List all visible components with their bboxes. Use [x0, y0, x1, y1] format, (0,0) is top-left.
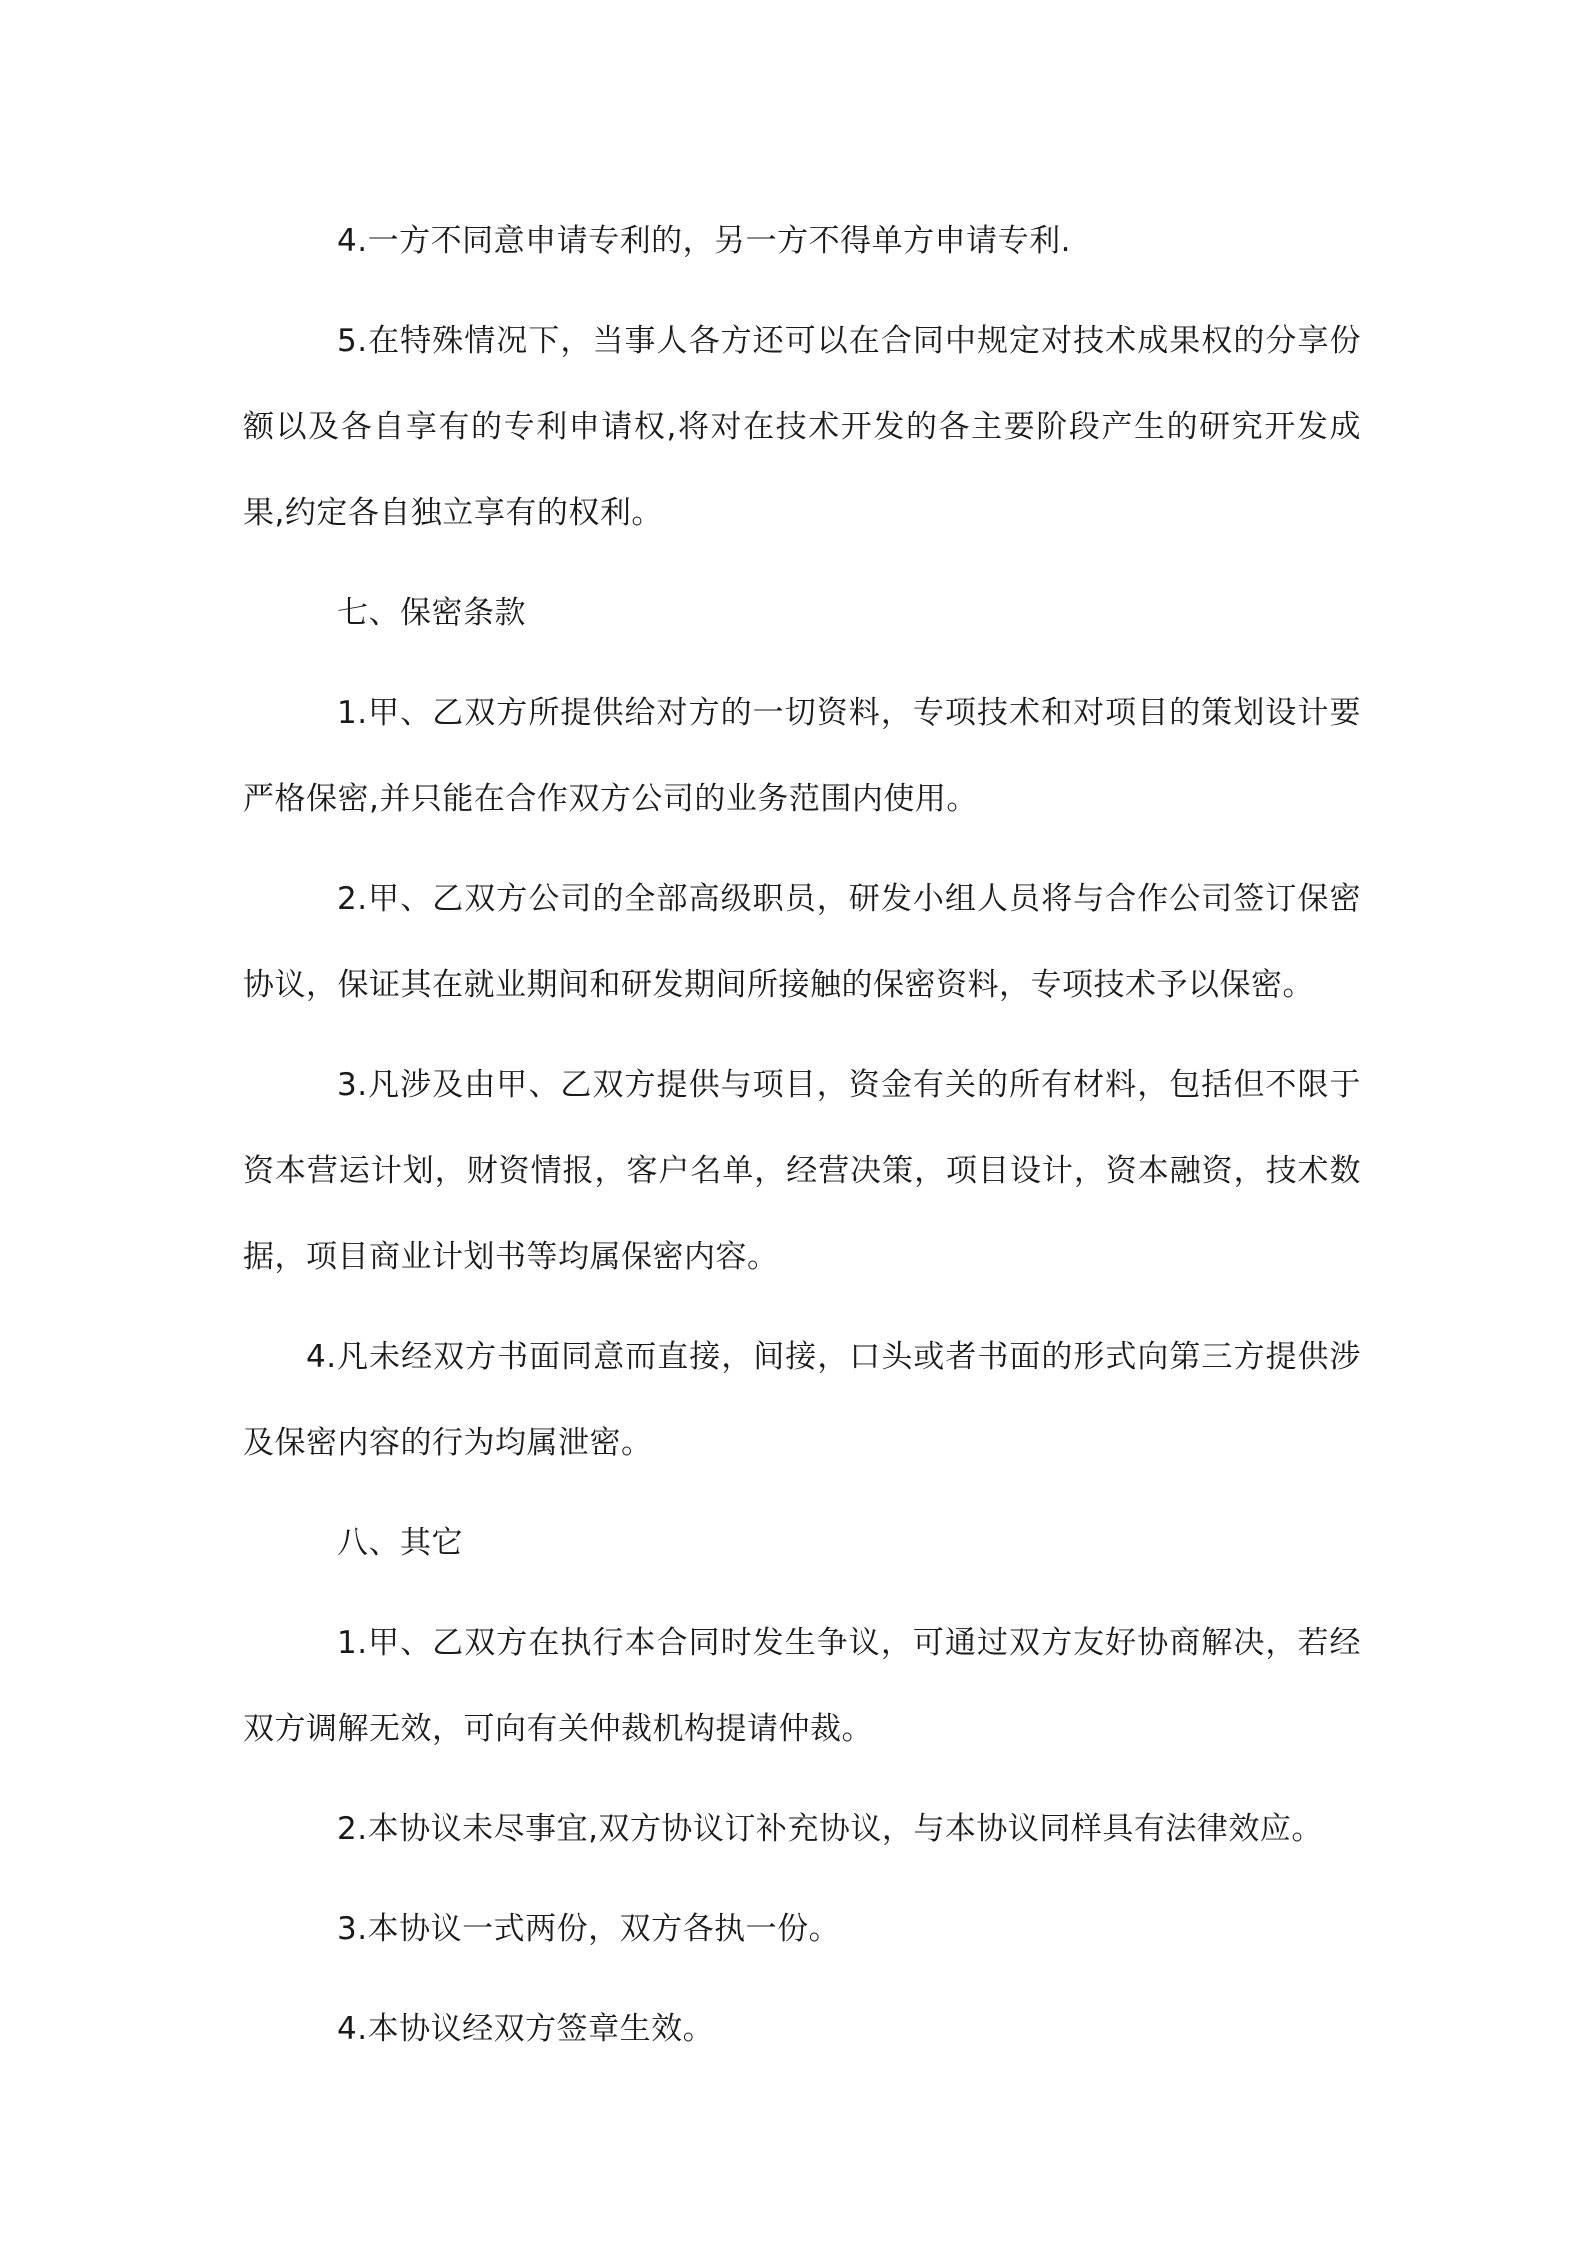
other-clause-2: 2.本协议未尽事宜,双方协议订补充协议，与本协议同样具有法律效应。 [337, 1811, 1323, 1847]
confidentiality-clause-3: 3.凡涉及由甲、乙双方提供与项目，资金有关的所有材料，包括但不限于资本营运计划，财资情报，客户名单，经营决策，项目设计，资本融资，技术数据，项目商业计划书等均属保密内容。 [243, 1067, 1361, 1275]
confidentiality-clause-2: 2.甲、乙双方公司的全部高级职员，研发小组人员将与合作公司签订保密协议，保证其在就业期间和研发期间所接触的保密资料，专项技术予以保密。 [243, 881, 1361, 1003]
confidentiality-clause-4: 4.凡未经双方书面同意而直接，间接，口头或者书面的形式向第三方提供涉及保密内容的行为均属泄密。 [243, 1339, 1361, 1461]
other-clause-4: 4.本协议经双方签章生效。 [337, 2011, 715, 2047]
other-clause-1: 1.甲、乙双方在执行本合同时发生争议，可通过双方友好协商解决，若经双方调解无效，可向有关仲裁机构提请仲裁。 [243, 1625, 1361, 1747]
other-clause-3: 3.本协议一式两份，双方各执一份。 [337, 1911, 841, 1947]
section-heading-other: 八、其它 [337, 1525, 463, 1561]
section-heading-confidentiality: 七、保密条款 [337, 595, 526, 631]
clause-patent-refusal: 4.一方不同意申请专利的，另一方不得单方申请专利. [337, 223, 1071, 259]
confidentiality-clause-1: 1.甲、乙双方所提供给对方的一切资料，专项技术和对项目的策划设计要严格保密,并只能在合作双方公司的业务范围内使用。 [243, 695, 1361, 817]
document-body [243, 198, 1361, 2072]
clause-special-circumstances: 5.在特殊情况下，当事人各方还可以在合同中规定对技术成果权的分享份额以及各自享有的专利申请权,将对在技术开发的各主要阶段产生的研究开发成果,约定各自独立享有的权利。 [243, 323, 1361, 531]
